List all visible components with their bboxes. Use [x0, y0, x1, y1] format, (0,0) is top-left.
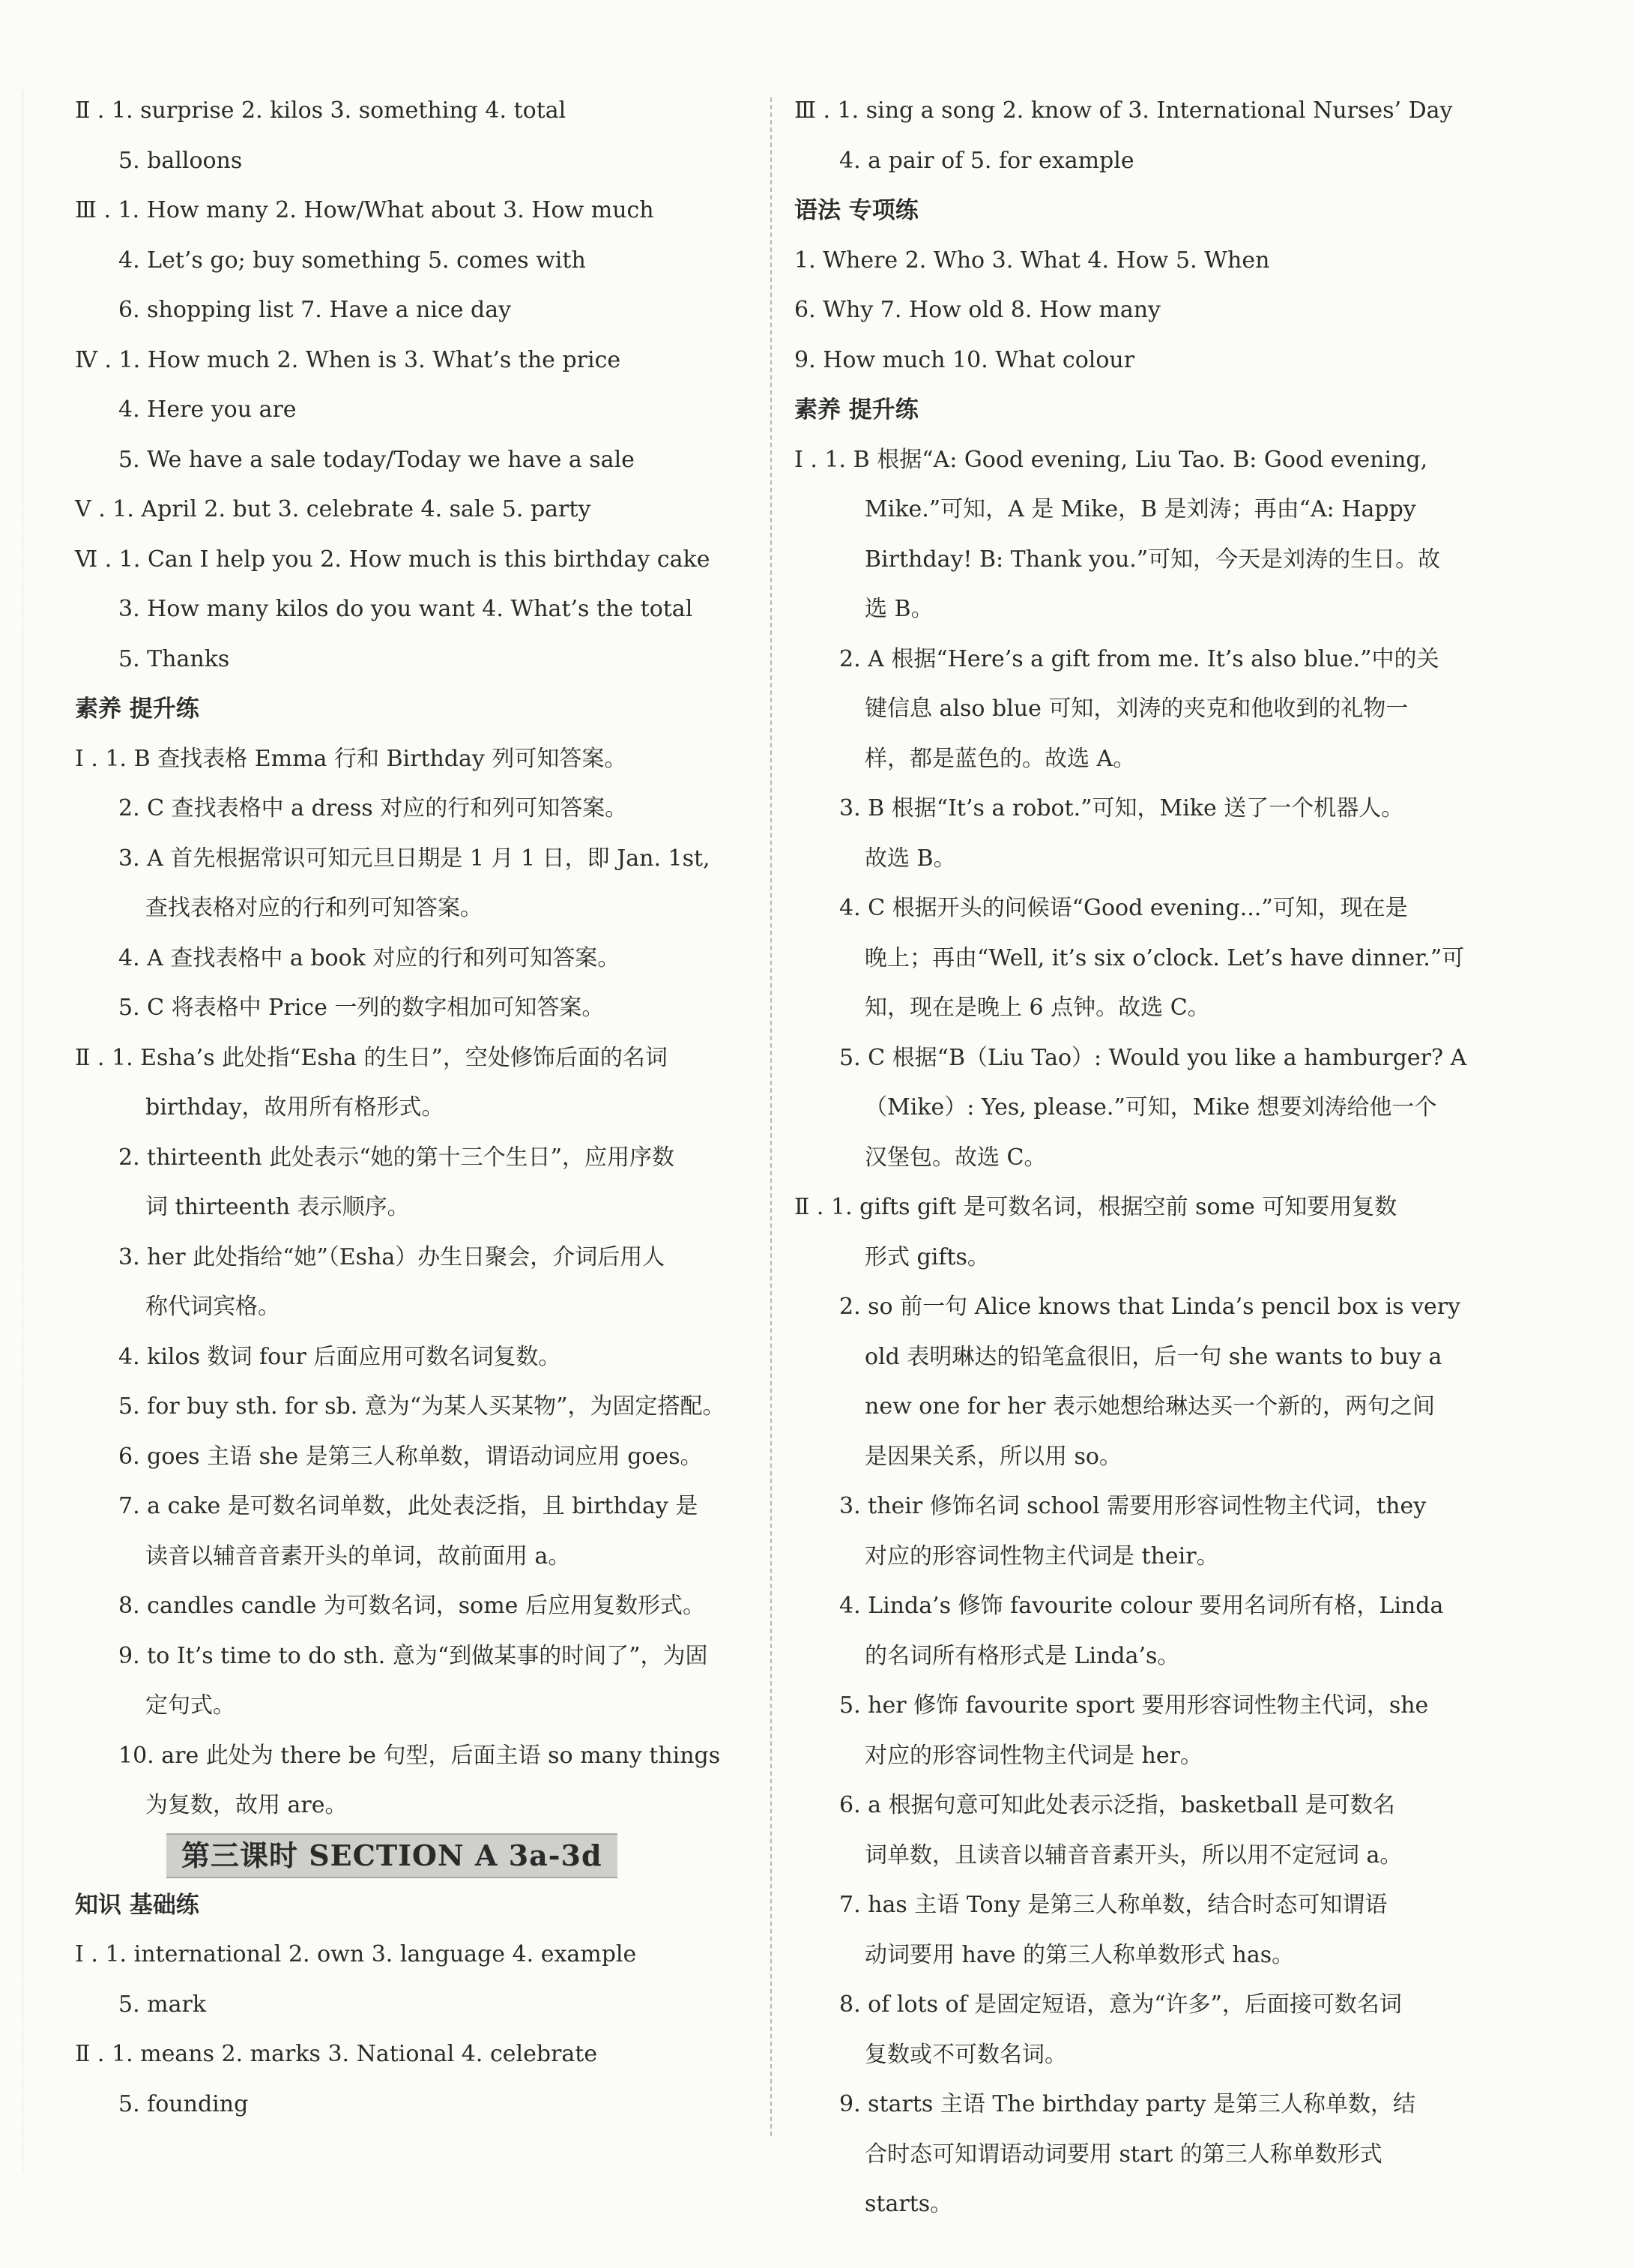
section-heading: 语法 专项练 [794, 197, 919, 224]
explanation-line: 动词要用 have 的第三人称单数形式 has。 [865, 1941, 1295, 1968]
right-column [794, 86, 1551, 2230]
explanation-line: old 表明琳达的铅笔盒很旧，后一句 she wants to buy a [865, 1343, 1442, 1370]
explanation-line: 3. their 修饰名词 school 需要用形容词性物主代词，they [839, 1493, 1427, 1519]
answer-line: Ⅴ . 1. April 2. but 3. celebrate 4. sale 5. party [75, 496, 591, 522]
answer-line: 5. We have a sale today/Today we have a sale [118, 446, 635, 473]
answer-line: 6. shopping list 7. Have a nice day [118, 297, 512, 323]
explanation-line: 查找表格对应的行和列可知答案。 [145, 895, 483, 921]
answer-line: 5. founding [118, 2090, 249, 2117]
explanation-line: 10. are 此处为 there be 句型，后面主语 so many things [118, 1742, 721, 1769]
answer-line: 9. How much 10. What colour [794, 346, 1135, 373]
answer-line: 4. Here you are [118, 396, 297, 423]
explanation-line: 2. A 根据“Here’s a gift from me. It’s also blue.”中的关 [839, 645, 1439, 672]
explanation-line: 选 B。 [865, 596, 934, 622]
explanation-line: 8. of lots of 是固定短语，意为“许多”，后面接可数名词 [839, 1991, 1402, 2018]
left-column [75, 86, 749, 2129]
answer-line: 3. How many kilos do you want 4. What’s the total [118, 596, 693, 622]
explanation-line: Ⅰ . 1. B 查找表格 Emma 行和 Birthday 列可知答案。 [75, 745, 627, 772]
explanation-line: 词单数，且读音以辅音音素开头，所以用不定冠词 a。 [865, 1842, 1403, 1869]
answer-line: Ⅱ . 1. surprise 2. kilos 3. something 4. total [75, 97, 566, 124]
explanation-line: birthday，故用所有格形式。 [145, 1094, 444, 1121]
answer-line: Ⅵ . 1. Can I help you 2. How much is this birthday cake [75, 546, 710, 573]
explanation-line: 为复数，故用 are。 [145, 1792, 348, 1818]
explanation-line: 9. to It’s time to do sth. 意为“到做某事的时间了”，为固 [118, 1642, 708, 1669]
explanation-line: 知，现在是晚上 6 点钟。故选 C。 [865, 995, 1210, 1021]
explanation-line: Mike.”可知，A 是 Mike，B 是刘涛；再由“A: Happy [865, 496, 1416, 522]
lesson-banner-title: 第三课时 SECTION A 3a-3d [166, 1833, 617, 1878]
section-heading: 素养 提升练 [75, 696, 199, 723]
explanation-line: 形式 gifts。 [865, 1243, 990, 1270]
explanation-line: 对应的形容词性物主代词是 their。 [865, 1542, 1219, 1569]
explanation-line: 定句式。 [145, 1692, 235, 1719]
explanation-line: 9. starts 主语 The birthday party 是第三人称单数，结 [839, 2091, 1416, 2117]
explanation-line: new one for her 表示她想给琳达买一个新的，两句之间 [865, 1393, 1435, 1420]
explanation-line: 4. kilos 数词 four 后面应用可数名词复数。 [118, 1343, 561, 1370]
explanation-line: 3. B 根据“It’s a robot.”可知，Mike 送了一个机器人。 [839, 795, 1404, 821]
explanation-line: 3. A 首先根据常识可知元旦日期是 1 月 1 日，即 Jan. 1st, [118, 845, 710, 872]
explanation-line: 6. a 根据句意可知此处表示泛指，basketball 是可数名 [839, 1792, 1395, 1818]
explanation-line: Ⅱ . 1. gifts gift 是可数名词，根据空前 some 可知要用复数 [794, 1194, 1397, 1220]
explanation-line: 键信息 also blue 可知，刘涛的夹克和他收到的礼物一 [865, 696, 1409, 722]
explanation-line: 5. her 修饰 favourite sport 要用形容词性物主代词，she [839, 1692, 1429, 1719]
explanation-line: 读音以辅音音素开头的单词，故前面用 a。 [145, 1542, 571, 1569]
answer-line: 4. a pair of 5. for example [839, 147, 1134, 174]
answer-line: Ⅰ . 1. international 2. own 3. language 4. example [75, 1941, 637, 1967]
explanation-line: 4. A 查找表格中 a book 对应的行和列可知答案。 [118, 944, 620, 971]
explanation-line: 的名词所有格形式是 Linda’s。 [865, 1642, 1180, 1669]
answer-line: Ⅱ . 1. means 2. marks 3. National 4. celebrate [75, 2041, 598, 2067]
explanation-line: 是因果关系，所以用 so。 [865, 1443, 1122, 1470]
lesson-banner [75, 1831, 749, 1881]
explanation-line: 称代词宾格。 [145, 1294, 280, 1320]
explanation-line: 汉堡包。故选 C。 [865, 1144, 1047, 1171]
explanation-line: starts。 [865, 2191, 953, 2217]
explanation-line: 复数或不可数名词。 [865, 2041, 1067, 2068]
answer-line: Ⅲ . 1. sing a song 2. know of 3. International Nurses’ Day [794, 97, 1453, 124]
answer-line: 4. Let’s go; buy something 5. comes with [118, 247, 586, 274]
section-heading: 知识 基础练 [75, 1891, 199, 1919]
explanation-line: 词 thirteenth 表示顺序。 [145, 1194, 410, 1220]
explanation-line: 7. has 主语 Tony 是第三人称单数，结合时态可知谓语 [839, 1892, 1388, 1918]
explanation-line: 7. a cake 是可数名词单数，此处表泛指，且 birthday 是 [118, 1493, 698, 1519]
explanation-line: Birthday! B: Thank you.”可知，今天是刘涛的生日。故 [865, 546, 1441, 573]
explanation-line: 对应的形容词性物主代词是 her。 [865, 1742, 1203, 1769]
explanation-line: 合时态可知谓语动词要用 start 的第三人称单数形式 [865, 2141, 1382, 2168]
section-heading: 素养 提升练 [794, 396, 919, 423]
explanation-line: 8. candles candle 为可数名词，some 后应用复数形式。 [118, 1593, 705, 1619]
explanation-line: Ⅰ . 1. B 根据“A: Good evening, Liu Tao. B: Good evening, [794, 446, 1428, 473]
margin-rule [22, 90, 23, 2174]
explanation-line: 2. C 查找表格中 a dress 对应的行和列可知答案。 [118, 795, 628, 821]
explanation-line: 5. for buy sth. for sb. 意为“为某人买某物”，为固定搭配。 [118, 1393, 725, 1420]
answer-line: 5. mark [118, 1991, 207, 2018]
explanation-line: （Mike）: Yes, please.”可知，Mike 想要刘涛给他一个 [865, 1094, 1437, 1121]
explanation-line: 2. so 前一句 Alice knows that Linda’s pencil box is very [839, 1294, 1461, 1320]
explanation-line: 样，都是蓝色的。故选 A。 [865, 745, 1136, 772]
explanation-line: 4. Linda’s 修饰 favourite colour 要用名词所有格，Linda [839, 1593, 1444, 1619]
explanation-line: Ⅱ . 1. Esha’s 此处指“Esha 的生日”，空处修饰后面的名词 [75, 1044, 668, 1071]
explanation-line: 5. C 将表格中 Price 一列的数字相加可知答案。 [118, 995, 605, 1021]
answer-line: 1. Where 2. Who 3. What 4. How 5. When [794, 247, 1270, 274]
explanation-line: 4. C 根据开头的问候语“Good evening...”可知，现在是 [839, 895, 1408, 921]
answer-line: Ⅳ . 1. How much 2. When is 3. What’s the price [75, 346, 621, 373]
explanation-line: 5. C 根据“B（Liu Tao）: Would you like a hamburger? A [839, 1044, 1467, 1071]
explanation-line: 故选 B。 [865, 845, 956, 872]
explanation-line: 2. thirteenth 此处表示“她的第十三个生日”，应用序数 [118, 1144, 674, 1171]
explanation-line: 3. her 此处指给“她”（Esha）办生日聚会，介词后用人 [118, 1243, 665, 1270]
explanation-line: 6. goes 主语 she 是第三人称单数，谓语动词应用 goes。 [118, 1443, 703, 1470]
answer-line: 5. Thanks [118, 645, 230, 672]
answer-line: 6. Why 7. How old 8. How many [794, 297, 1161, 323]
column-divider [770, 97, 772, 2136]
answer-line: Ⅲ . 1. How many 2. How/What about 3. How much [75, 197, 654, 223]
explanation-line: 晚上；再由“Well, it’s six o’clock. Let’s have dinner.”可 [865, 944, 1465, 971]
answer-line: 5. balloons [118, 147, 243, 174]
